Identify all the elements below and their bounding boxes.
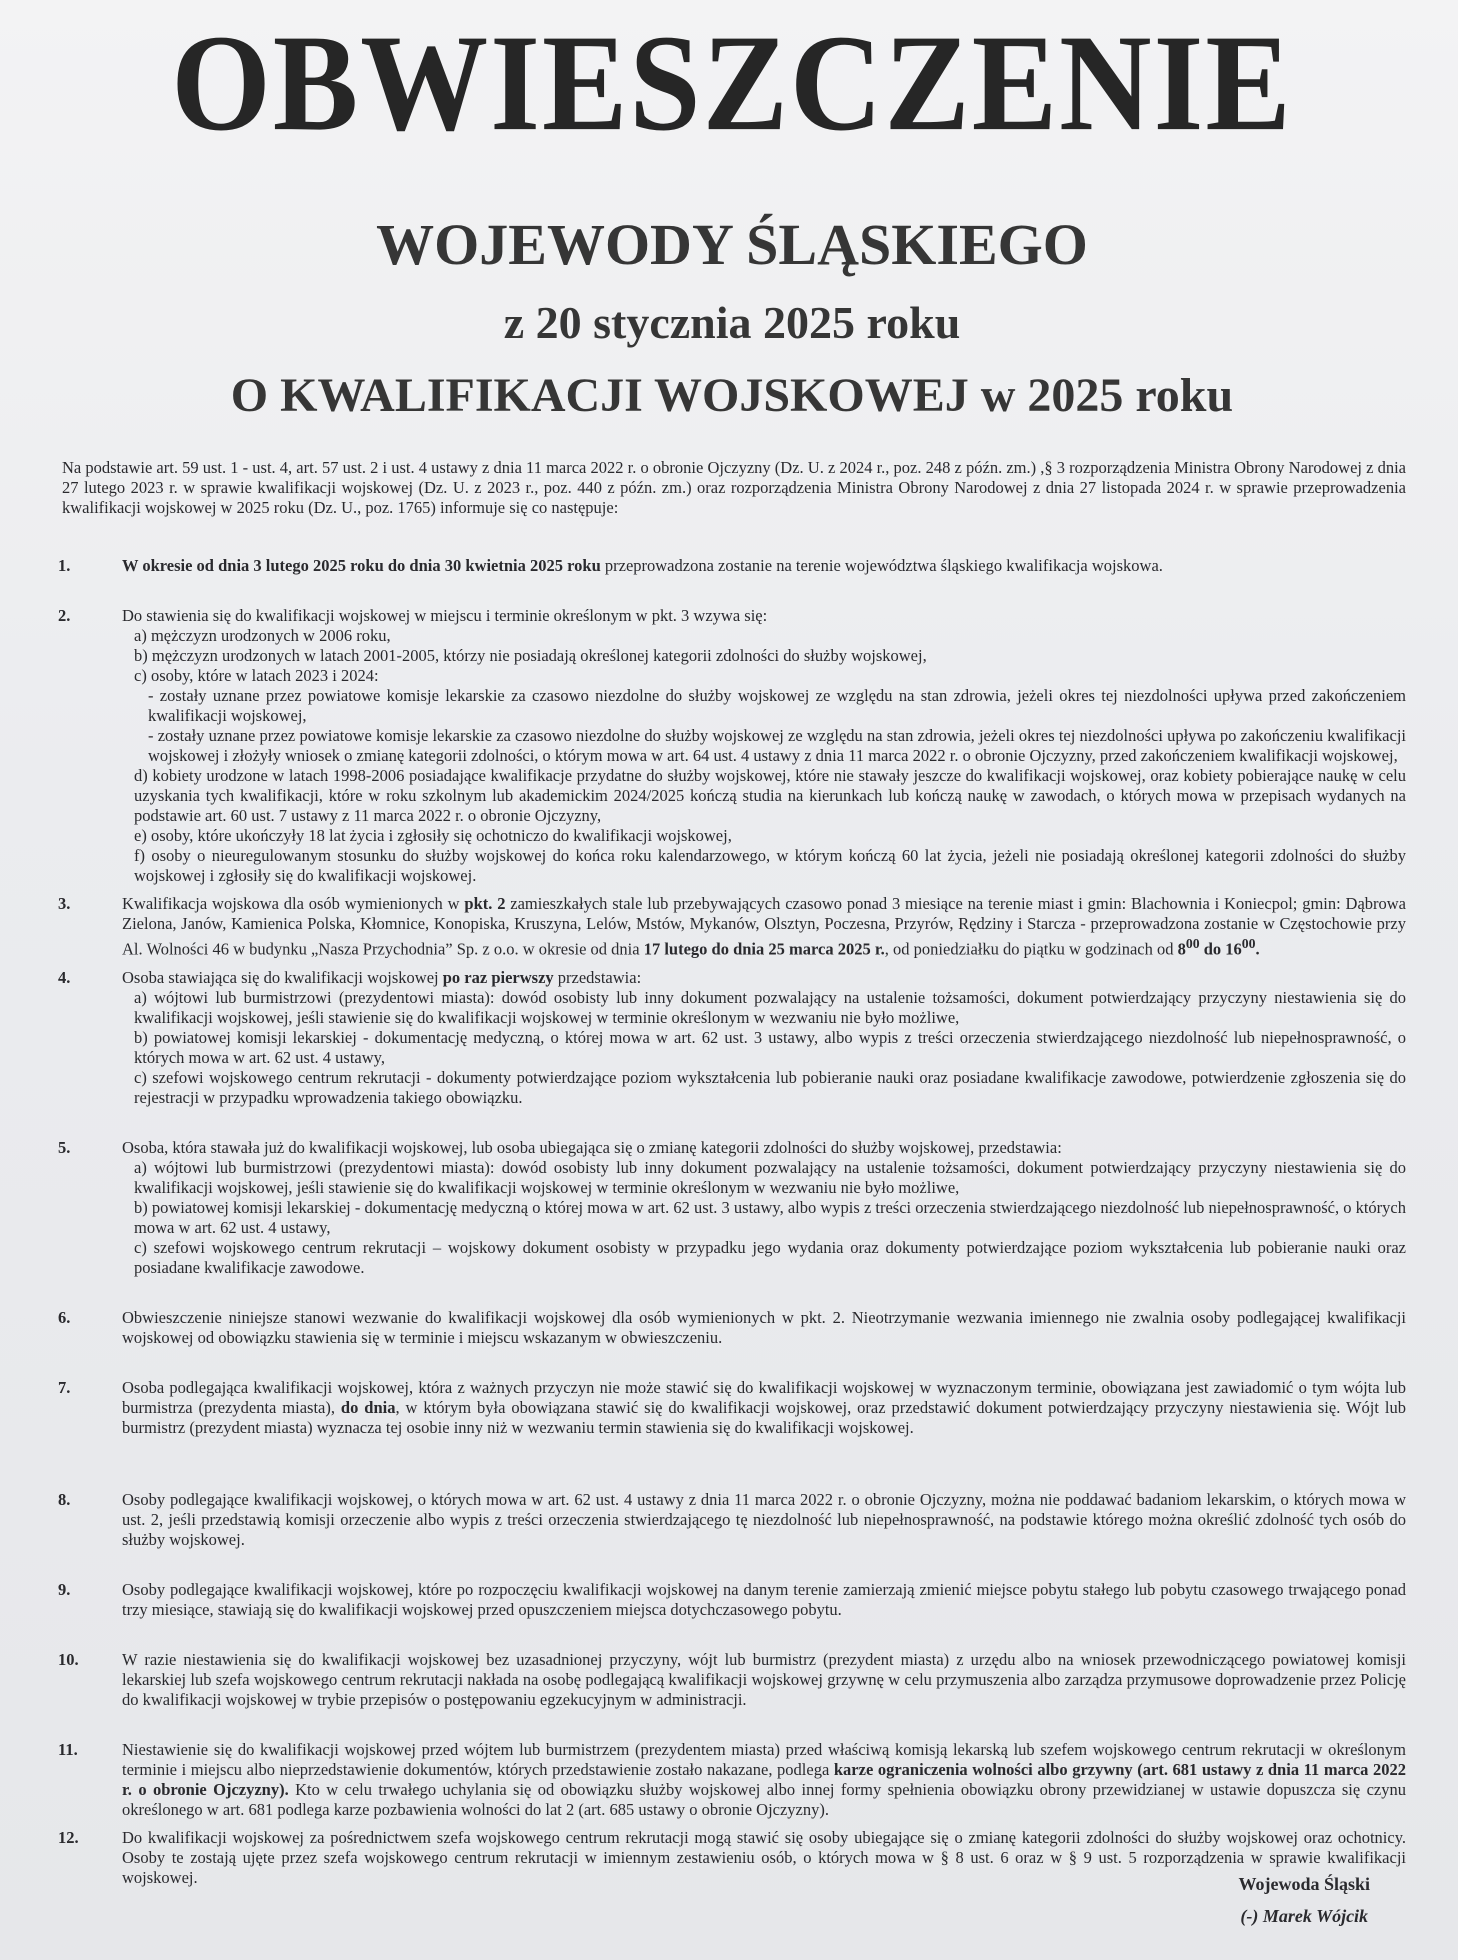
item-text: , od poniedziałku do piątku w godzinach od (884, 939, 1178, 959)
item-bold-text: do dnia (340, 1397, 396, 1417)
subitem-c: c) szefowi wojskowego centrum rekrutacji - dokumenty potwierdzające poziom wykształcenia lub pobieranie nauki oraz posiadane kwalifikacje zawodowe, potwierdzenie zgłoszenia się do rejestracji w przypadku wprowadzenia takiego obowiązku. (134, 1067, 1406, 1107)
subitem-a: a) mężczyzn urodzonych w 2006 roku, (134, 626, 391, 645)
item-lead: Do stawienia się do kwalifikacji wojskowej w miejscu i terminie określonym w pkt. 3 wzywa się: (122, 606, 768, 625)
subitem-e: e) osoby, które ukończyły 18 lat życia i zgłosiły się ochotniczo do kwalifikacji wojskowej, (134, 826, 732, 845)
list-item (58, 1740, 1406, 1820)
item-number: 7. (58, 1377, 71, 1397)
hour-to: 16 (1225, 939, 1242, 959)
item-text: Niestawienie się do kwalifikacji wojskowej przed wójtem lub burmistrzem (prezydentem miasta) przed właściwą komisją lekarską lub szefem wojskowego centrum rekrutacji w określonym terminie i miejscu albo nieprzedstawienie dokumentów, których przedstawienie zostało nakazane, podlega (122, 1739, 1406, 1779)
signatory-name: (-) Marek Wójcik (1240, 1906, 1369, 1926)
item-number: 10. (58, 1649, 79, 1669)
list-item (58, 894, 1406, 960)
item-bold-text: pkt. 2 (464, 894, 506, 913)
subitem-f: f) osoby o nieuregulowanym stosunku do służby wojskowej do końca roku kalendarzowego, w którym kończą 60 lat życia, jeżeli nie posiadają określonej kategorii zdolności do służby wojskowej i zgłosiły się do kwalifikacji wojskowej. (134, 846, 1406, 885)
item-text: Kto w celu trwałego uchylania się od obowiązku służby wojskowej albo innej formy spełnienia obowiązku obrony przewidzianej w ustawie dopuszcza się czynu określonego w art. 681 podlega karze pozbawienia wolności do lat 2 (art. 685 ustawy o obronie Ojczyzny). (122, 1779, 1406, 1819)
item-text: przeprowadzona zostanie na terenie województwa śląskiego kwalifikacja wojskowa. (600, 556, 1163, 575)
item-lead (122, 968, 1406, 988)
list-item (58, 1378, 1406, 1438)
subitem-a: a) wójtowi lub burmistrzowi (prezydentowi miasta): dowód osobisty lub inny dokument pozwalający na ustalenie tożsamości, dokument potwierdzający przyczyny niestawienia się do kwalifikacji wojskowej, jeśli stawienie się do kwalifikacji wojskowej w terminie określonym w wezwaniu nie było możliwe, (134, 1157, 1406, 1197)
hour-from-minutes: 00 (1185, 936, 1200, 951)
hour-to-minutes: 00 (1241, 936, 1256, 951)
hour-from: 8 (1177, 939, 1186, 959)
subitem-c: c) osoby, które w latach 2023 i 2024: (134, 666, 379, 685)
item-text: Osoba stawiająca się do kwalifikacji wojskowej (122, 967, 443, 987)
subitem-c: c) szefowi wojskowego centrum rekrutacji – wojskowy dokument osobisty w przypadku jego wydania oraz dokumenty potwierdzające poziom wykształcenia lub pobieranie nauki oraz posiadane kwalifikacje zawodowe. (134, 1237, 1406, 1277)
list-item (58, 1580, 1406, 1620)
item-text: . (1255, 939, 1260, 959)
date-heading: z 20 stycznia 2025 roku (503, 297, 961, 348)
list-item (58, 1138, 1406, 1278)
notice-items (58, 556, 1406, 1888)
item-text: do (1199, 939, 1226, 959)
item-number: 6. (58, 1307, 71, 1327)
signature-block (1238, 1868, 1370, 1932)
item-bold-text: karze ograniczenia wolności albo grzywny (art. 681 ustawy z dnia 11 marca 2022 r. o obronie Ojczyzny). (122, 1759, 1407, 1799)
subitem-a: a) wójtowi lub burmistrzowi (prezydentowi miasta): dowód osobisty lub inny dokument pozwalający na ustalenie tożsamości, dokument potwierdzający przyczyny niestawienia się do kwalifikacji wojskowej, jeśli stawienie się do kwalifikacji wojskowej w terminie określonym w wezwaniu nie było możliwe, (134, 987, 1406, 1027)
list-item (58, 1308, 1406, 1348)
item-number: 9. (58, 1579, 71, 1599)
subitem-c-dash-2: - zostały uznane przez powiatowe komisje lekarskie za czasowo niezdolne do służby wojskowej ze względu na stan zdrowia, jeżeli okres tej niezdolności upływa po zakończeniu kwalifikacji wojskowej i złożyły wniosek o zmianę kategorii zdolności, o którym mowa w art. 64 ust. 4 ustawy z dnia 11 marca 2022 r. o obronie Ojczyzny, przed zakończeniem kwalifikacji wojskowej, (148, 726, 1406, 765)
item-text: Osoba podlegająca kwalifikacji wojskowej, która z ważnych przyczyn nie może stawić się do kwalifikacji wojskowej w wyznaczonym terminie, obowiązana jest zawiadomić o tym wójta lub burmistrza (prezydenta miasta), (122, 1377, 1406, 1417)
item-body (122, 968, 1406, 1108)
item-number: 12. (58, 1827, 79, 1847)
item-bold-text: po raz pierwszy (442, 967, 554, 987)
item-body: Do kwalifikacji wojskowej za pośrednictwem szefa wojskowego centrum rekrutacji mogą stawić się osoby ubiegające się o zmianę kategorii zdolności do służby wojskowej oraz ochotnicy. Osoby te zostają ujęte przez szefa wojskowego centrum rekrutacji w imiennym zestawieniu osób, o których mowa w § 8 ust. 6 oraz w § 9 ust. 5 rozporządzenia w sprawie kwalifikacji wojskowej. (122, 1827, 1406, 1887)
list-item (58, 556, 1406, 576)
item-number: 11. (58, 1739, 78, 1759)
notice-title: OBWIESZCZENIE (171, 6, 1293, 160)
subitem-b: b) powiatowej komisji lekarskiej - dokumentację medyczną o której mowa w art. 62 ust. 3 ustawy, albo wypis z treści orzeczenia stwierdzającego niezdolność lub niepełnosprawność, o których mowa w art. 62 ust. 4 ustawy, (134, 1197, 1406, 1237)
subitem-c-dash-1: - zostały uznane przez powiatowe komisje lekarskie za czasowo niezdolne do służby wojskowej ze względu na stan zdrowia, jeżeli okres tej niezdolności upływa przed zakończeniem kwalifikacji wojskowej, (148, 686, 1406, 725)
item-body: Osoby podlegające kwalifikacji wojskowej, o których mowa w art. 62 ust. 4 ustawy z dnia 11 marca 2022 r. o obronie Ojczyzny, można nie poddawać badaniom lekarskim, o których mowa w ust. 2, jeśli przedstawią komisji orzeczenie albo wypis z treści orzeczenia stwierdzającego tę niezdolność lub niepełnosprawność, na podstawie którego można określić zdolność tych osób do służby wojskowej. (122, 1489, 1406, 1549)
list-item (58, 968, 1406, 1108)
subitem-b: b) powiatowej komisji lekarskiej - dokumentację medyczną, o której mowa w art. 62 ust. 3 ustawy, albo wypis z treści orzeczenia stwierdzającego niezdolność lub niepełnosprawność, o których mowa w art. 62 ust. 4 ustawy, (134, 1027, 1406, 1067)
subject-heading: O KWALIFIKACJI WOJSKOWEJ w 2025 roku (230, 369, 1234, 422)
list-item (58, 1828, 1406, 1888)
item-body (122, 894, 1406, 960)
item-text: Kwalifikacja wojskowa dla osób wymienionych w (122, 894, 465, 913)
item-text: przedstawia: (553, 967, 642, 987)
item-body (122, 1378, 1406, 1438)
list-item (58, 606, 1406, 886)
item-number: 1. (58, 556, 71, 575)
subitem-d: d) kobiety urodzone w latach 1998-2006 posiadające kwalifikacje przydatne do służby wojskowej, które nie stawały jeszcze do kwalifikacji wojskowej, oraz kobiety pobierające naukę w celu uzyskania tych kwalifikacji, które w roku szkolnym lub akademickim 2024/2025 kończą studia na kierunkach lub kończą naukę w zawodach, o których mowa w przepisach wydanych na podstawie art. 60 ust. 7 ustawy z 11 marca 2022 r. o obronie Ojczyzny, (134, 766, 1406, 825)
item-body: W razie niestawienia się do kwalifikacji wojskowej bez uzasadnionej przyczyny, wójt lub burmistrz (prezydent miasta) z urzędu albo na wniosek przewodniczącego powiatowej komisji lekarskiej lub szefa wojskowego centrum rekrutacji nakłada na osobę podlegającą kwalifikacji wojskowej grzywnę w celu przymuszenia albo zarządza przymusowe doprowadzenie przez Policję do kwalifikacji wojskowej w trybie przepisów o postępowaniu egzekucyjnym w administracji. (122, 1649, 1406, 1709)
list-item (58, 1490, 1406, 1550)
item-body: Obwieszczenie niniejsze stanowi wezwanie do kwalifikacji wojskowej dla osób wymienionych w pkt. 2. Nieotrzymanie wezwania imiennego nie zwalnia osoby podlegającej kwalifikacji wojskowej od obowiązku stawienia się w terminie i miejscu wskazanym w obwieszczeniu. (122, 1307, 1406, 1347)
item-text: , w którym była obowiązana stawić się do kwalifikacji wojskowej, oraz przedstawić dokument potwierdzający przyczyny niestawienia się. Wójt lub burmistrz (prezydent miasta) wyznacza tej osobie inny niż w wezwaniu termin stawienia się do kwalifikacji wojskowej. (122, 1397, 1406, 1437)
item-body (122, 1740, 1406, 1820)
item-lead: Osoba, która stawała już do kwalifikacji wojskowej, lub osoba ubiegająca się o zmianę kategorii zdolności do służby wojskowej, przedstawia: (122, 1137, 1062, 1157)
issuer-heading: WOJEWODY ŚLĄSKIEGO (376, 212, 1088, 277)
item-bold-text: W okresie od dnia 3 lutego 2025 roku do dnia 30 kwietnia 2025 roku (122, 556, 601, 575)
legal-basis-paragraph: Na podstawie art. 59 ust. 1 - ust. 4, art. 57 ust. 2 i ust. 4 ustawy z dnia 11 marca 2022 r. o obronie Ojczyzny (Dz. U. z 2024 r., poz. 248 z późn. zm.) ,§ 3 rozporządzenia Ministra Obrony Narodowej z dnia 27 lutego 2023 r. w sprawie kwalifikacji wojskowej (Dz. U. z 2023 r., poz. 440 z późn. zm.) oraz rozporządzenia Ministra Obrony Narodowej z dnia 27 listopada 2024 r. w sprawie przeprowadzenia kwalifikacji wojskowej w 2025 roku (Dz. U., poz. 1765) informuje się co następuje: (62, 458, 1406, 517)
item-body (122, 606, 1406, 886)
item-number: 3. (58, 894, 71, 913)
item-number: 4. (58, 967, 71, 987)
signatory-role: Wojewoda Śląski (1238, 1874, 1370, 1894)
item-bold-text: 17 lutego do dnia 25 marca 2025 r. (643, 939, 885, 959)
item-number: 8. (58, 1489, 71, 1509)
item-text: zamieszkałych stale lub przebywających czasowo ponad 3 miesiące na terenie miast i gmin: Blachownia i Koniecpol; gmin: Dąbrowa Zielona, Janów, Kamienica Polska, Kłomnice, Konopiska, Kruszyna, Lelów, Mstów, Mykanów, Olsztyn, Poczesna, Przyrów, Rędziny i Starcza - przeprowadzona zostanie w Częstochowie przy Al. Wolności 46 w budynku „Nasza Przychodnia” Sp. z o.o. w okresie od dnia (122, 894, 1406, 959)
item-body: Osoby podlegające kwalifikacji wojskowej, które po rozpoczęciu kwalifikacji wojskowej na danym terenie zamierzają zmienić miejsce pobytu stałego lub pobytu czasowego trwającego ponad trzy miesiące, stawiają się do kwalifikacji wojskowej przed opuszczeniem miejsca dotychczasowego pobytu. (122, 1579, 1406, 1619)
item-body (122, 556, 1406, 576)
list-item (58, 1650, 1406, 1710)
item-body (122, 1138, 1406, 1278)
subitem-b: b) mężczyzn urodzonych w latach 2001-2005, którzy nie posiadają określonej kategorii zdolności do służby wojskowej, (134, 646, 927, 665)
item-number: 5. (58, 1137, 71, 1157)
item-number: 2. (58, 606, 71, 625)
